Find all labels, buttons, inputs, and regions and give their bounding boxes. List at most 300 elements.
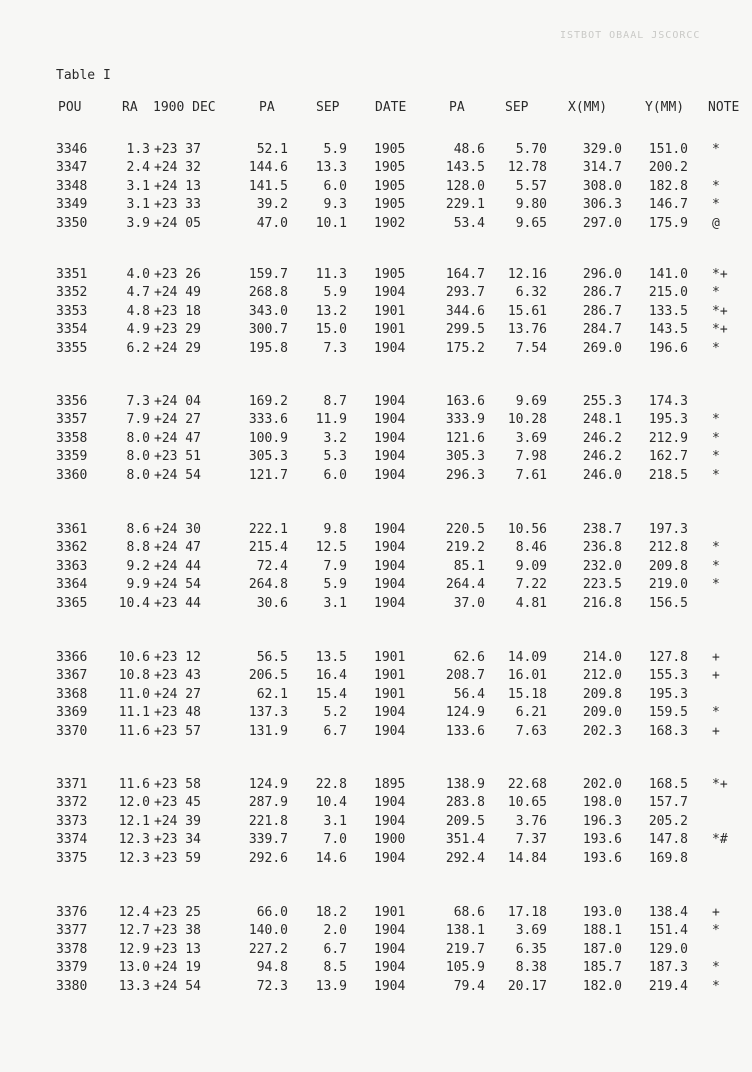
table-row — [0, 667, 752, 685]
date-cell: 1904 — [374, 813, 406, 829]
x-mm-cell: 214.0 — [582, 650, 622, 665]
pa-2-cell: 68.6 — [453, 905, 485, 920]
y-mm-cell: 195.3 — [648, 686, 688, 702]
sep-cell: 6.7 — [323, 941, 347, 957]
date-cell: 1905 — [374, 142, 406, 157]
sep-cell: 5.9 — [323, 142, 347, 157]
table-row — [0, 850, 752, 868]
table-row — [0, 723, 752, 741]
sep-2-cell: 10.28 — [507, 412, 547, 428]
pa-cell: 195.8 — [248, 340, 288, 356]
date-cell: 1901 — [374, 303, 406, 319]
date-cell: 1904 — [374, 467, 406, 483]
y-mm-cell: 141.0 — [648, 267, 688, 282]
x-mm-cell: 248.1 — [582, 412, 622, 428]
note-cell: *+ — [712, 267, 728, 282]
sep-2-cell: 5.70 — [515, 142, 547, 157]
x-mm-cell: 246.2 — [582, 430, 622, 446]
sep-cell: 15.4 — [315, 686, 347, 702]
table-row — [0, 539, 752, 557]
header-sep: SEP — [316, 100, 340, 115]
x-mm-cell: 202.3 — [582, 723, 622, 739]
note-cell: * — [712, 340, 720, 356]
sep-2-cell: 22.68 — [507, 777, 547, 792]
sep-2-cell: 9.65 — [515, 215, 547, 231]
dec-cell: +23 12 — [154, 650, 201, 665]
header-y-mm: Y(MM) — [645, 100, 685, 115]
pa-cell: 124.9 — [248, 777, 288, 792]
ra-cell: 12.9 — [118, 941, 150, 957]
pa-cell: 221.8 — [248, 813, 288, 829]
sep-2-cell: 14.09 — [507, 650, 547, 665]
x-mm-cell: 314.7 — [582, 160, 622, 176]
sep-cell: 10.4 — [315, 795, 347, 811]
date-cell: 1905 — [374, 197, 406, 213]
sep-cell: 5.9 — [323, 577, 347, 593]
pa-cell: 305.3 — [248, 449, 288, 465]
pa-2-cell: 138.9 — [445, 777, 485, 792]
x-mm-cell: 286.7 — [582, 303, 622, 319]
y-mm-cell: 168.3 — [648, 723, 688, 739]
table-row — [0, 467, 752, 485]
pou-cell: 3365 — [56, 595, 88, 611]
ra-cell: 7.9 — [126, 412, 150, 428]
pa-2-cell: 62.6 — [453, 650, 485, 665]
y-mm-cell: 133.5 — [648, 303, 688, 319]
table-row — [0, 904, 752, 922]
pa-2-cell: 53.4 — [453, 215, 485, 231]
table-row — [0, 178, 752, 196]
ra-cell: 4.9 — [126, 322, 150, 338]
pou-cell: 3350 — [56, 215, 88, 231]
x-mm-cell: 202.0 — [582, 777, 622, 792]
ra-cell: 8.8 — [126, 540, 150, 556]
sep-2-cell: 6.35 — [515, 941, 547, 957]
pa-2-cell: 175.2 — [445, 340, 485, 356]
table-row — [0, 813, 752, 831]
x-mm-cell: 188.1 — [582, 923, 622, 939]
ra-cell: 10.4 — [118, 595, 150, 611]
ra-cell: 12.0 — [118, 795, 150, 811]
note-cell: * — [712, 285, 720, 301]
dec-cell: +24 04 — [154, 394, 201, 409]
x-mm-cell: 306.3 — [582, 197, 622, 213]
header-pa-2: PA — [449, 100, 465, 115]
y-mm-cell: 151.0 — [648, 142, 688, 157]
header-sep-2: SEP — [505, 100, 529, 115]
sep-cell: 5.9 — [323, 285, 347, 301]
date-cell: 1904 — [374, 558, 406, 574]
table-row — [0, 922, 752, 940]
pou-cell: 3349 — [56, 197, 88, 213]
pa-2-cell: 138.1 — [445, 923, 485, 939]
table-row — [0, 704, 752, 722]
pa-2-cell: 299.5 — [445, 322, 485, 338]
date-cell: 1904 — [374, 850, 406, 866]
sep-cell: 8.7 — [323, 394, 347, 409]
note-cell: @ — [712, 215, 720, 231]
pa-cell: 39.2 — [256, 197, 288, 213]
date-cell: 1900 — [374, 832, 406, 848]
note-cell: + — [712, 905, 720, 920]
date-cell: 1904 — [374, 978, 406, 994]
sep-2-cell: 3.69 — [515, 923, 547, 939]
y-mm-cell: 174.3 — [648, 394, 688, 409]
x-mm-cell: 216.8 — [582, 595, 622, 611]
table-row — [0, 159, 752, 177]
y-mm-cell: 219.0 — [648, 577, 688, 593]
table-row — [0, 340, 752, 358]
pa-cell: 47.0 — [256, 215, 288, 231]
sep-2-cell: 9.69 — [515, 394, 547, 409]
x-mm-cell: 193.6 — [582, 850, 622, 866]
note-cell: *+ — [712, 777, 728, 792]
pa-cell: 300.7 — [248, 322, 288, 338]
table-row — [0, 686, 752, 704]
ra-cell: 3.9 — [126, 215, 150, 231]
sep-2-cell: 3.76 — [515, 813, 547, 829]
pou-cell: 3371 — [56, 777, 88, 792]
y-mm-cell: 218.5 — [648, 467, 688, 483]
pa-2-cell: 229.1 — [445, 197, 485, 213]
y-mm-cell: 209.8 — [648, 558, 688, 574]
date-cell: 1895 — [374, 777, 406, 792]
table-row — [0, 321, 752, 339]
sep-2-cell: 10.65 — [507, 795, 547, 811]
sep-2-cell: 9.09 — [515, 558, 547, 574]
date-cell: 1904 — [374, 595, 406, 611]
note-cell: + — [712, 668, 720, 684]
y-mm-cell: 147.8 — [648, 832, 688, 848]
x-mm-cell: 232.0 — [582, 558, 622, 574]
sep-2-cell: 12.78 — [507, 160, 547, 176]
y-mm-cell: 157.7 — [648, 795, 688, 811]
dec-cell: +24 54 — [154, 978, 201, 994]
sep-cell: 11.3 — [315, 267, 347, 282]
pou-cell: 3357 — [56, 412, 88, 428]
ra-cell: 11.1 — [118, 705, 150, 721]
table-row — [0, 196, 752, 214]
ra-cell: 13.0 — [118, 960, 150, 976]
ra-cell: 6.2 — [126, 340, 150, 356]
date-cell: 1904 — [374, 430, 406, 446]
dec-cell: +23 59 — [154, 850, 201, 866]
pa-cell: 140.0 — [248, 923, 288, 939]
sep-2-cell: 7.22 — [515, 577, 547, 593]
pou-cell: 3379 — [56, 960, 88, 976]
dec-cell: +24 13 — [154, 178, 201, 194]
pou-cell: 3362 — [56, 540, 88, 556]
pa-2-cell: 351.4 — [445, 832, 485, 848]
x-mm-cell: 236.8 — [582, 540, 622, 556]
dec-cell: +24 44 — [154, 558, 201, 574]
x-mm-cell: 255.3 — [582, 394, 622, 409]
note-cell: + — [712, 650, 720, 665]
sep-cell: 9.8 — [323, 522, 347, 537]
pou-cell: 3380 — [56, 978, 88, 994]
y-mm-cell: 138.4 — [648, 905, 688, 920]
dec-cell: +23 29 — [154, 322, 201, 338]
x-mm-cell: 185.7 — [582, 960, 622, 976]
sep-2-cell: 7.54 — [515, 340, 547, 356]
sep-cell: 7.0 — [323, 832, 347, 848]
note-cell: *# — [712, 832, 728, 848]
x-mm-cell: 209.8 — [582, 686, 622, 702]
x-mm-cell: 238.7 — [582, 522, 622, 537]
pou-cell: 3364 — [56, 577, 88, 593]
sep-2-cell: 7.98 — [515, 449, 547, 465]
dec-cell: +23 44 — [154, 595, 201, 611]
dec-cell: +23 25 — [154, 905, 201, 920]
sep-2-cell: 5.57 — [515, 178, 547, 194]
pa-2-cell: 209.5 — [445, 813, 485, 829]
pou-cell: 3368 — [56, 686, 88, 702]
x-mm-cell: 246.2 — [582, 449, 622, 465]
x-mm-cell: 212.0 — [582, 668, 622, 684]
header-pou: POU — [58, 100, 82, 115]
note-cell: * — [712, 467, 720, 483]
dec-cell: +24 54 — [154, 467, 201, 483]
pa-2-cell: 333.9 — [445, 412, 485, 428]
table-row — [0, 558, 752, 576]
y-mm-cell: 196.6 — [648, 340, 688, 356]
dec-cell: +23 58 — [154, 777, 201, 792]
sep-2-cell: 14.84 — [507, 850, 547, 866]
pa-2-cell: 219.2 — [445, 540, 485, 556]
pa-2-cell: 305.3 — [445, 449, 485, 465]
sep-2-cell: 15.18 — [507, 686, 547, 702]
pou-cell: 3378 — [56, 941, 88, 957]
y-mm-cell: 187.3 — [648, 960, 688, 976]
pa-2-cell: 163.6 — [445, 394, 485, 409]
header-ra: RA — [122, 100, 138, 115]
pa-cell: 66.0 — [256, 905, 288, 920]
table-row — [0, 576, 752, 594]
header-note: NOTE — [708, 100, 740, 115]
pa-2-cell: 296.3 — [445, 467, 485, 483]
sep-2-cell: 6.21 — [515, 705, 547, 721]
dec-cell: +23 48 — [154, 705, 201, 721]
pou-cell: 3366 — [56, 650, 88, 665]
pa-cell: 169.2 — [248, 394, 288, 409]
table-row — [0, 141, 752, 159]
pa-2-cell: 293.7 — [445, 285, 485, 301]
pa-cell: 222.1 — [248, 522, 288, 537]
ra-cell: 4.8 — [126, 303, 150, 319]
sep-cell: 10.1 — [315, 215, 347, 231]
pa-2-cell: 219.7 — [445, 941, 485, 957]
x-mm-cell: 196.3 — [582, 813, 622, 829]
date-cell: 1901 — [374, 905, 406, 920]
y-mm-cell: 182.8 — [648, 178, 688, 194]
pa-2-cell: 121.6 — [445, 430, 485, 446]
dec-cell: +23 43 — [154, 668, 201, 684]
sep-cell: 13.5 — [315, 650, 347, 665]
pa-cell: 227.2 — [248, 941, 288, 957]
y-mm-cell: 159.5 — [648, 705, 688, 721]
x-mm-cell: 198.0 — [582, 795, 622, 811]
dec-cell: +24 27 — [154, 686, 201, 702]
note-cell: * — [712, 705, 720, 721]
note-cell: * — [712, 449, 720, 465]
ra-cell: 12.3 — [118, 832, 150, 848]
table-row — [0, 941, 752, 959]
sep-2-cell: 7.37 — [515, 832, 547, 848]
pa-cell: 159.7 — [248, 267, 288, 282]
bleed-through-text: ISTBOT OBAAL JSCORCC — [560, 30, 701, 41]
sep-2-cell: 3.69 — [515, 430, 547, 446]
table-row — [0, 595, 752, 613]
pou-cell: 3372 — [56, 795, 88, 811]
y-mm-cell: 168.5 — [648, 777, 688, 792]
note-cell: *+ — [712, 322, 728, 338]
note-cell: * — [712, 540, 720, 556]
sep-cell: 18.2 — [315, 905, 347, 920]
ra-cell: 3.1 — [126, 178, 150, 194]
pa-2-cell: 56.4 — [453, 686, 485, 702]
pou-cell: 3354 — [56, 322, 88, 338]
sep-2-cell: 15.61 — [507, 303, 547, 319]
sep-2-cell: 10.56 — [507, 522, 547, 537]
note-cell: * — [712, 960, 720, 976]
pa-cell: 62.1 — [256, 686, 288, 702]
ra-cell: 11.0 — [118, 686, 150, 702]
sep-cell: 2.0 — [323, 923, 347, 939]
sep-2-cell: 8.46 — [515, 540, 547, 556]
y-mm-cell: 127.8 — [648, 650, 688, 665]
sep-cell: 6.7 — [323, 723, 347, 739]
dec-cell: +23 33 — [154, 197, 201, 213]
pa-cell: 292.6 — [248, 850, 288, 866]
date-cell: 1904 — [374, 412, 406, 428]
sep-cell: 14.6 — [315, 850, 347, 866]
sep-cell: 3.1 — [323, 595, 347, 611]
dec-cell: +23 57 — [154, 723, 201, 739]
date-cell: 1901 — [374, 650, 406, 665]
sep-cell: 16.4 — [315, 668, 347, 684]
sep-cell: 15.0 — [315, 322, 347, 338]
sep-2-cell: 12.16 — [507, 267, 547, 282]
sep-cell: 12.5 — [315, 540, 347, 556]
sep-cell: 3.1 — [323, 813, 347, 829]
ra-cell: 3.1 — [126, 197, 150, 213]
pou-cell: 3355 — [56, 340, 88, 356]
sep-cell: 13.3 — [315, 160, 347, 176]
ra-cell: 12.3 — [118, 850, 150, 866]
pa-2-cell: 164.7 — [445, 267, 485, 282]
table-title: Table I — [56, 68, 111, 83]
header-x-mm: X(MM) — [568, 100, 608, 115]
pa-2-cell: 264.4 — [445, 577, 485, 593]
note-cell: * — [712, 178, 720, 194]
note-cell: * — [712, 430, 720, 446]
pou-cell: 3352 — [56, 285, 88, 301]
dec-cell: +23 13 — [154, 941, 201, 957]
x-mm-cell: 308.0 — [582, 178, 622, 194]
sep-2-cell: 7.61 — [515, 467, 547, 483]
pou-cell: 3375 — [56, 850, 88, 866]
header-pa: PA — [259, 100, 275, 115]
table-row — [0, 776, 752, 794]
sep-2-cell: 16.01 — [507, 668, 547, 684]
sep-cell: 8.5 — [323, 960, 347, 976]
note-cell: * — [712, 577, 720, 593]
sep-2-cell: 13.76 — [507, 322, 547, 338]
pa-2-cell: 37.0 — [453, 595, 485, 611]
pa-cell: 94.8 — [256, 960, 288, 976]
dec-cell: +23 37 — [154, 142, 201, 157]
date-cell: 1904 — [374, 340, 406, 356]
note-cell: * — [712, 142, 720, 157]
dec-cell: +23 26 — [154, 267, 201, 282]
table-row — [0, 411, 752, 429]
note-cell: * — [712, 412, 720, 428]
pou-cell: 3360 — [56, 467, 88, 483]
y-mm-cell: 205.2 — [648, 813, 688, 829]
dec-cell: +24 29 — [154, 340, 201, 356]
date-cell: 1904 — [374, 723, 406, 739]
date-cell: 1901 — [374, 322, 406, 338]
dec-cell: +23 51 — [154, 449, 201, 465]
ra-cell: 8.6 — [126, 522, 150, 537]
date-cell: 1905 — [374, 267, 406, 282]
table-row — [0, 831, 752, 849]
x-mm-cell: 193.6 — [582, 832, 622, 848]
x-mm-cell: 209.0 — [582, 705, 622, 721]
y-mm-cell: 212.9 — [648, 430, 688, 446]
date-cell: 1904 — [374, 285, 406, 301]
sep-cell: 5.3 — [323, 449, 347, 465]
y-mm-cell: 169.8 — [648, 850, 688, 866]
x-mm-cell: 284.7 — [582, 322, 622, 338]
pa-2-cell: 344.6 — [445, 303, 485, 319]
pou-cell: 3348 — [56, 178, 88, 194]
sep-cell: 3.2 — [323, 430, 347, 446]
pou-cell: 3351 — [56, 267, 88, 282]
sep-2-cell: 6.32 — [515, 285, 547, 301]
ra-cell: 9.9 — [126, 577, 150, 593]
ra-cell: 2.4 — [126, 160, 150, 176]
dec-cell: +24 32 — [154, 160, 201, 176]
date-cell: 1904 — [374, 522, 406, 537]
dec-cell: +24 19 — [154, 960, 201, 976]
pa-2-cell: 208.7 — [445, 668, 485, 684]
dec-cell: +23 34 — [154, 832, 201, 848]
y-mm-cell: 155.3 — [648, 668, 688, 684]
y-mm-cell: 197.3 — [648, 522, 688, 537]
ra-cell: 12.7 — [118, 923, 150, 939]
pou-cell: 3361 — [56, 522, 88, 537]
pa-2-cell: 79.4 — [453, 978, 485, 994]
pa-2-cell: 85.1 — [453, 558, 485, 574]
pa-2-cell: 48.6 — [453, 142, 485, 157]
pa-2-cell: 124.9 — [445, 705, 485, 721]
date-cell: 1904 — [374, 923, 406, 939]
ra-cell: 8.0 — [126, 430, 150, 446]
x-mm-cell: 187.0 — [582, 941, 622, 957]
pa-cell: 206.5 — [248, 668, 288, 684]
pa-2-cell: 283.8 — [445, 795, 485, 811]
pou-cell: 3374 — [56, 832, 88, 848]
date-cell: 1904 — [374, 577, 406, 593]
x-mm-cell: 193.0 — [582, 905, 622, 920]
dec-cell: +23 18 — [154, 303, 201, 319]
pa-cell: 333.6 — [248, 412, 288, 428]
table-row — [0, 303, 752, 321]
note-cell: *+ — [712, 303, 728, 319]
pa-cell: 287.9 — [248, 795, 288, 811]
sep-cell: 7.3 — [323, 340, 347, 356]
